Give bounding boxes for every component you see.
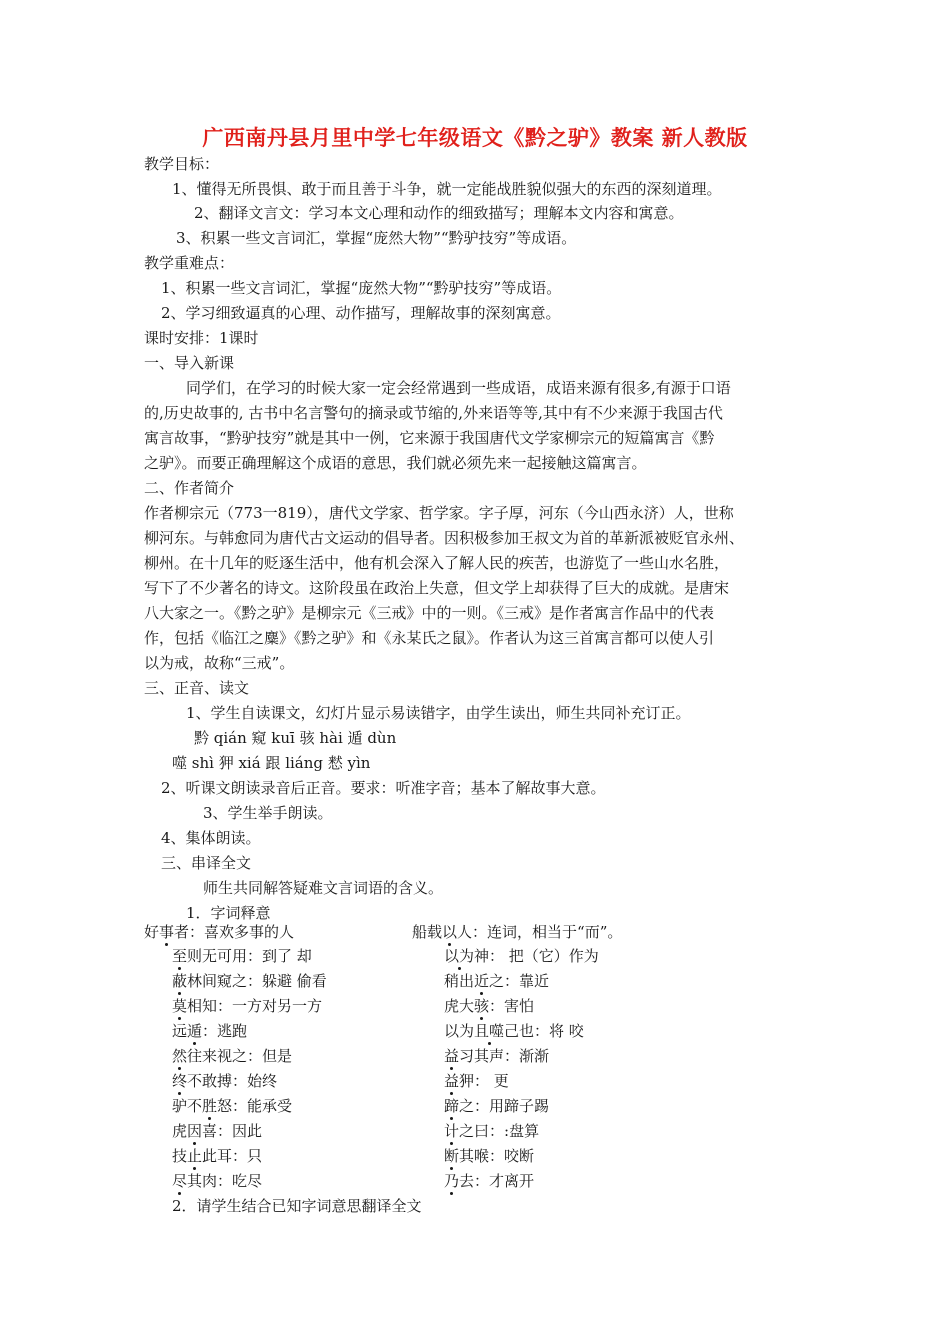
- text-line-4: 3、积累一些文言词汇，掌握“庞然大物”“黔驴技穷”等成语。: [176, 229, 577, 247]
- text-line-5: 教学重难点：: [144, 254, 235, 272]
- text-line-20: 作，包括《临江之麋》《黔之驴》和《永某氏之鼠》。作者认为这三首寓言都可以使人引: [144, 629, 715, 647]
- glossary-keyword: 终: [172, 1072, 188, 1090]
- glossary-left-entry: 驴不胜怒：能承受: [172, 1097, 293, 1115]
- glossary-keyword: 计: [444, 1122, 460, 1140]
- glossary-keyword: 止: [187, 1147, 203, 1165]
- glossary-keyword: 然: [172, 1047, 188, 1065]
- glossary-keyword: 骇: [474, 997, 490, 1015]
- text-line-30: 师生共同解答疑难文言词语的含义。: [203, 879, 444, 897]
- glossary-keyword: 益: [444, 1072, 460, 1090]
- glossary-keyword: 断: [444, 1147, 460, 1165]
- text-line-8: 课时安排：1课时: [144, 329, 259, 347]
- text-line-2: 1、懂得无所畏惧、敢于而且善于斗争，就一定能战胜貌似强大的东西的深刻道理。: [172, 180, 722, 198]
- text-line-6: 1、积累一些文言词汇，掌握“庞然大物”“黔驴技穷”等成语。: [161, 279, 562, 297]
- text-line-29: 三、串译全文: [161, 854, 252, 872]
- glossary-left-entry: 好事者：喜欢多事的人: [144, 923, 295, 941]
- glossary-left-entry: 至则无可用：到了 却: [172, 947, 312, 965]
- text-line-18: 写下了不少著名的诗文。这阶段虽在政治上失意，但文学上却获得了巨大的成就。是唐宋: [144, 579, 730, 597]
- glossary-right-entry: 稍出近之：靠近: [444, 972, 550, 990]
- glossary-keyword: 以: [442, 923, 458, 941]
- glossary-left-entry: 技止此耳：只: [172, 1147, 263, 1165]
- glossary-left-entry: 然往来视之：但是: [172, 1047, 293, 1065]
- text-line-7: 2、学习细致逼真的心理、动作描写，理解故事的深刻寓意。: [161, 304, 561, 322]
- glossary-keyword: 近: [474, 972, 490, 990]
- text-line-16: 柳河东。与韩愈同为唐代古文运动的倡导者。因积极参加王叔文为首的革新派被贬官永州、: [144, 529, 745, 547]
- text-line-25: 噬 shì 狎 xiá 跟 liáng 慭 yìn: [172, 754, 371, 772]
- glossary-right-entry: 以为且噬己也：将 咬: [444, 1022, 584, 1040]
- text-line-19: 八大家之一。《黔之驴》是柳宗元《三戒》中的一则。《三戒》是作者寓言作品中的代表: [144, 604, 715, 622]
- glossary-keyword: 莫: [172, 997, 188, 1015]
- glossary-right-entry: 益习其声：渐渐: [444, 1047, 550, 1065]
- text-line-12: 寓言故事，“黔驴技穷”就是其中一例，它来源于我国唐代文学家柳宗元的短篇寓言《黔: [144, 429, 715, 447]
- glossary-right-entry: 益狎： 更: [444, 1072, 509, 1090]
- glossary-keyword: 遁: [187, 1022, 203, 1040]
- glossary-keyword: 蔽: [172, 972, 188, 990]
- glossary-keyword: 至: [172, 947, 188, 965]
- glossary-right-entry: 断其喉：咬断: [444, 1147, 535, 1165]
- glossary-right-entry: 蹄之：用蹄子踢: [444, 1097, 550, 1115]
- glossary-right-entry: 虎大骇：害怕: [444, 997, 535, 1015]
- glossary-keyword: 益: [444, 1047, 460, 1065]
- text-line-24: 黔 qián 窥 kuī 骇 hài 遁 dùn: [194, 729, 397, 747]
- glossary-left-entry: 莫相知：一方对另一方: [172, 997, 323, 1015]
- glossary-keyword: 尽: [172, 1172, 188, 1190]
- text-line-3: 2、翻译文言文：学习本文心理和动作的细致描写；理解本文内容和寓意。: [194, 204, 684, 222]
- glossary-keyword: 胜: [202, 1097, 218, 1115]
- glossary-keyword: 以为: [444, 947, 475, 965]
- text-line-21: 以为戒，故称“三戒”。: [144, 654, 295, 672]
- text-line-13: 之驴》。而要正确理解这个成语的意思，我们就必须先来一起接触这篇寓言。: [144, 454, 647, 472]
- glossary-keyword: 因: [187, 1122, 203, 1140]
- text-line-1: 教学目标：: [144, 155, 220, 173]
- translation-instruction: 2．请学生结合已知字词意思翻译全文: [172, 1197, 422, 1215]
- text-line-9: 一、导入新课: [144, 354, 235, 372]
- glossary-right-entry: 计之曰：:盘算: [444, 1122, 540, 1140]
- glossary-keyword: 事: [159, 923, 175, 941]
- text-line-27: 3、学生举手朗读。: [203, 804, 333, 822]
- glossary-keyword: 乃: [444, 1172, 460, 1190]
- text-line-26: 2、听课文朗读录音后正音。要求：听准字音；基本了解故事大意。: [161, 779, 606, 797]
- text-line-22: 三、正音、读文: [144, 679, 250, 697]
- text-line-15: 作者柳宗元（773一819），唐代文学家、哲学家。字子厚，河东（今山西永济）人，世称: [144, 504, 734, 522]
- page-title: 广西南丹县月里中学七年级语文《黔之驴》教案 新人教版: [202, 126, 748, 150]
- glossary-keyword: 蹄: [444, 1097, 460, 1115]
- glossary-left-entry: 蔽林间窥之：躲避 偷看: [172, 972, 327, 990]
- glossary-right-entry: 乃去：才离开: [444, 1172, 535, 1190]
- text-line-14: 二、作者简介: [144, 479, 235, 497]
- glossary-right-entry: 船载以人：连词，相当于“而”。: [412, 923, 623, 941]
- glossary-left-entry: 虎因喜：因此: [172, 1122, 263, 1140]
- text-line-31: 1．字词释意: [186, 904, 271, 922]
- text-line-11: 的,历史故事的, 古书中名言警句的摘录或节缩的,外来语等等,其中有不少来源于我国古代: [144, 404, 723, 422]
- glossary-left-entry: 远遁：逃跑: [172, 1022, 248, 1040]
- glossary-keyword: 且噬: [474, 1022, 505, 1040]
- text-line-10: 同学们，在学习的时候大家一定会经常遇到一些成语，成语来源有很多,有源于口语: [186, 379, 731, 397]
- glossary-right-entry: 以为神： 把（它）作为: [444, 947, 599, 965]
- text-line-23: 1、学生自读课文，幻灯片显示易读错字，由学生读出，师生共同补充订正。: [186, 704, 691, 722]
- text-line-28: 4、集体朗读。: [161, 829, 261, 847]
- glossary-left-entry: 尽其肉：吃尽: [172, 1172, 263, 1190]
- glossary-left-entry: 终不敢搏：始终: [172, 1072, 278, 1090]
- text-line-17: 柳州。在十几年的贬逐生活中，他有机会深入了解人民的疾苦，也游览了一些山水名胜，: [144, 554, 730, 572]
